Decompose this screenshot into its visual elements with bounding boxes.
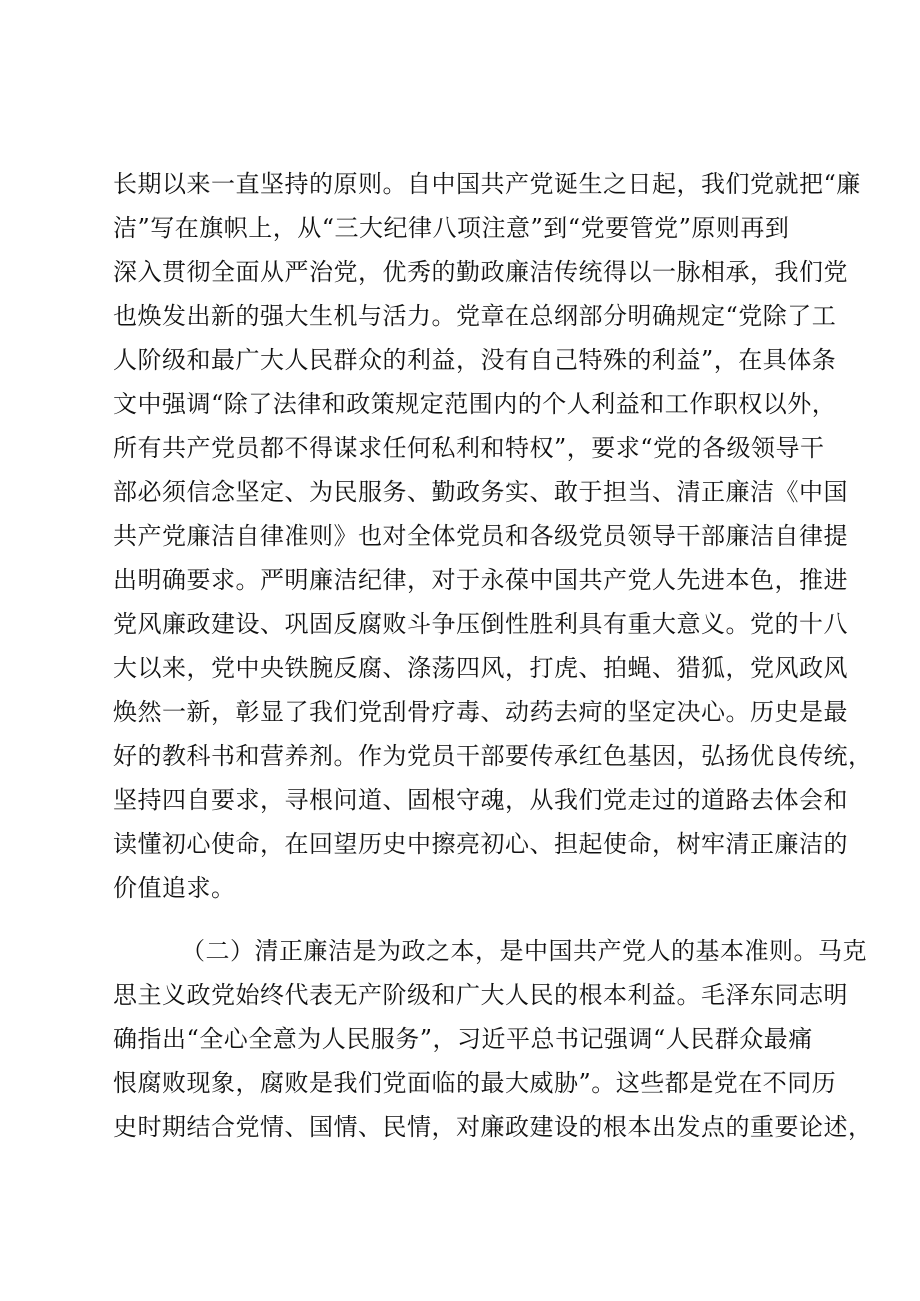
paragraph-2 [113, 929, 873, 1149]
paragraph-1 [113, 162, 873, 910]
text-line: 好的教科书和营养剂。作为党员干部要传承红色基因，弘扬优良传统， [113, 742, 873, 770]
text-line: 文中强调“除了法律和政策规定范围内的个人利益和工作职权以外， [113, 390, 837, 418]
text-line: 恨腐败现象，腐败是我们党面临的最大威胁”。这些都是党在不同历 [113, 1069, 837, 1097]
text-line: 人阶级和最广大人民群众的利益，没有自己特殊的利益”，在具体条 [113, 346, 837, 374]
text-line: 共产党廉洁自律准则》也对全体党员和各级党员领导干部廉洁自律提 [113, 522, 848, 550]
text-line: 读懂初心使命，在回望历史中擦亮初心、担起使命，树牢清正廉洁的 [113, 830, 848, 858]
text-line: 价值追求。 [113, 874, 236, 902]
document-body [113, 162, 873, 1149]
text-line: 大以来，党中央铁腕反腐、涤荡四风，打虎、拍蝇、猎狐，党风政风 [113, 654, 848, 682]
text-line: 所有共产党员都不得谋求任何私利和特权”，要求“党的各级领导干 [113, 434, 825, 462]
text-line: 思主义政党始终代表无产阶级和广大人民的根本利益。毛泽东同志明 [113, 981, 848, 1009]
text-line: 深入贯彻全面从严治党，优秀的勤政廉洁传统得以一脉相承，我们党 [113, 258, 848, 286]
text-line: 长期以来一直坚持的原则。自中国共产党诞生之日起，我们党就把“廉 [113, 170, 861, 198]
text-line: （二）清正廉洁是为政之本，是中国共产党人的基本准则。马克 [181, 937, 867, 965]
text-line: 焕然一新，彰显了我们党刮骨疗毒、动药去疴的坚定决心。历史是最 [113, 698, 848, 726]
text-line: 确指出“全心全意为人民服务”，习近平总书记强调“人民群众最痛 [113, 1025, 813, 1053]
text-line: 部必须信念坚定、为民服务、勤政务实、敢于担当、清正廉洁《中国 [113, 478, 848, 506]
paragraph-spacer [113, 910, 818, 929]
text-line: 也焕发出新的强大生机与活力。党章在总纲部分明确规定“党除了工 [113, 302, 837, 330]
text-line: 史时期结合党情、国情、民情，对廉政建设的根本出发点的重要论述， [113, 1113, 873, 1141]
text-line: 洁”写在旗帜上，从“三大纪律八项注意”到“党要管党”原则再到 [113, 214, 790, 242]
text-line: 党风廉政建设、巩固反腐败斗争压倒性胜利具有重大意义。党的十八 [113, 610, 848, 638]
text-line: 出明确要求。严明廉洁纪律，对于永葆中国共产党人先进本色，推进 [113, 566, 848, 594]
text-line: 坚持四自要求，寻根问道、固根守魂，从我们党走过的道路去体会和 [113, 786, 848, 814]
